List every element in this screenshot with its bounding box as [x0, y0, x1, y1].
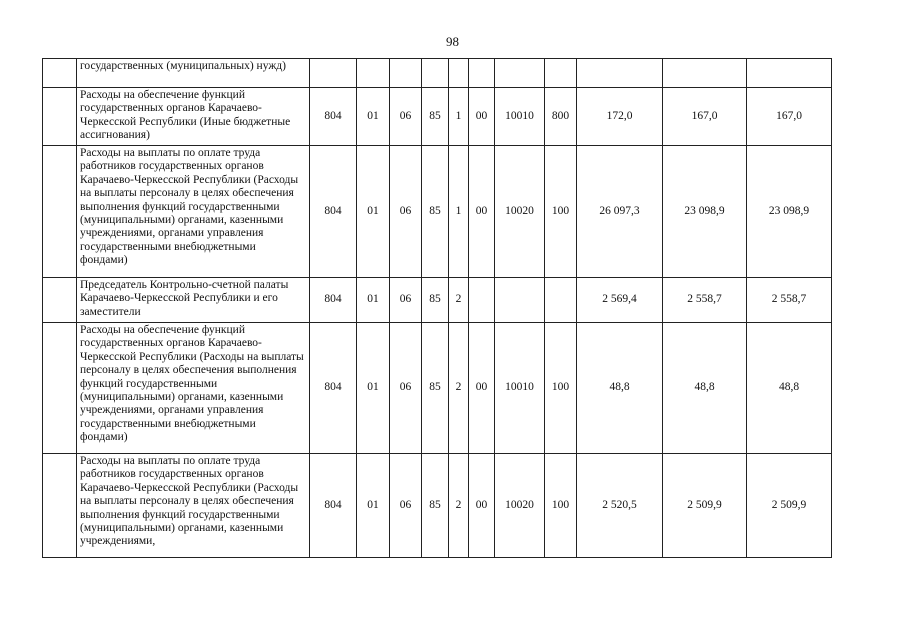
row-description: Расходы на обеспечение функций государственных органов Карачаево-Черкесской Республики (Расходы на выплаты персоналу в целях обеспечения выполнения функций государственными (муниципальными) органами, казенными учреждениями, органами управления государственными внебюджетными фондами) — [77, 323, 310, 454]
table-cell — [390, 59, 422, 88]
budget-table — [42, 58, 832, 558]
table-cell — [310, 59, 357, 88]
table-cell: 2 558,7 — [663, 278, 747, 323]
table-cell: 800 — [545, 88, 577, 146]
table-cell: 2 569,4 — [577, 278, 663, 323]
table-cell: 23 098,9 — [663, 146, 747, 278]
table-cell: 2 558,7 — [747, 278, 832, 323]
row-description: Расходы на выплаты по оплате труда работников государственных органов Карачаево-Черкесской Республики (Расходы на выплаты персоналу в целях обеспечения выполнения функций государственными (муниципальными) органами, казенными учреждениями, — [77, 454, 310, 558]
table-row — [43, 323, 832, 454]
table-cell: 2 509,9 — [663, 454, 747, 558]
table-cell: 100 — [545, 146, 577, 278]
table-cell — [663, 59, 747, 88]
table-cell: 01 — [357, 278, 390, 323]
table-cell: 85 — [422, 146, 449, 278]
table-cell: 06 — [390, 278, 422, 323]
table-cell: 23 098,9 — [747, 146, 832, 278]
table-row — [43, 278, 832, 323]
table-cell: 48,8 — [747, 323, 832, 454]
table-cell — [469, 59, 495, 88]
table-cell: 48,8 — [577, 323, 663, 454]
table-cell — [357, 59, 390, 88]
table-cell: 85 — [422, 323, 449, 454]
table-cell: 06 — [390, 88, 422, 146]
table-cell: 10020 — [495, 146, 545, 278]
table-cell: 01 — [357, 323, 390, 454]
table-cell: 100 — [545, 454, 577, 558]
row-description: государственных (муниципальных) нужд) — [77, 59, 310, 88]
row-index-cell — [43, 278, 77, 323]
table-cell: 804 — [310, 146, 357, 278]
table-cell: 00 — [469, 146, 495, 278]
table-cell: 01 — [357, 88, 390, 146]
table-cell: 06 — [390, 454, 422, 558]
table-row — [43, 88, 832, 146]
table-cell: 2 509,9 — [747, 454, 832, 558]
table-cell: 26 097,3 — [577, 146, 663, 278]
table-cell: 85 — [422, 278, 449, 323]
table-cell — [545, 278, 577, 323]
table-cell — [469, 278, 495, 323]
table-cell: 804 — [310, 88, 357, 146]
table-cell: 00 — [469, 323, 495, 454]
table-cell: 01 — [357, 454, 390, 558]
table-cell — [495, 278, 545, 323]
table-cell: 100 — [545, 323, 577, 454]
table-cell: 00 — [469, 454, 495, 558]
table-cell — [449, 59, 469, 88]
table-cell — [495, 59, 545, 88]
row-index-cell — [43, 454, 77, 558]
row-description: Расходы на выплаты по оплате труда работников государственных органов Карачаево-Черкесской Республики (Расходы на выплаты персоналу в целях обеспечения выполнения функций государственными (муниципальными) органами, казенными учреждениями, органами управления государственными внебюджетными фондами) — [77, 146, 310, 278]
table-cell: 85 — [422, 454, 449, 558]
table-cell: 172,0 — [577, 88, 663, 146]
table-cell: 10020 — [495, 454, 545, 558]
table-cell: 01 — [357, 146, 390, 278]
table-cell: 1 — [449, 88, 469, 146]
table-row — [43, 59, 832, 88]
row-index-cell — [43, 59, 77, 88]
row-index-cell — [43, 146, 77, 278]
table-cell: 1 — [449, 146, 469, 278]
table-cell: 804 — [310, 323, 357, 454]
table-cell: 48,8 — [663, 323, 747, 454]
table-cell: 00 — [469, 88, 495, 146]
table-cell — [545, 59, 577, 88]
table-cell: 2 — [449, 278, 469, 323]
table-cell: 06 — [390, 146, 422, 278]
table-cell: 85 — [422, 88, 449, 146]
table-cell: 06 — [390, 323, 422, 454]
table-cell: 10010 — [495, 88, 545, 146]
table-cell: 2 — [449, 454, 469, 558]
table-cell: 2 520,5 — [577, 454, 663, 558]
table-cell: 2 — [449, 323, 469, 454]
table-cell: 804 — [310, 454, 357, 558]
table-cell: 10010 — [495, 323, 545, 454]
table-row — [43, 146, 832, 278]
row-description: Председатель Контрольно-счетной палаты Карачаево-Черкесской Республики и его заместители — [77, 278, 310, 323]
table-cell: 167,0 — [663, 88, 747, 146]
table-row — [43, 454, 832, 558]
table-cell — [577, 59, 663, 88]
table-cell: 804 — [310, 278, 357, 323]
table-cell — [747, 59, 832, 88]
table-cell: 167,0 — [747, 88, 832, 146]
row-index-cell — [43, 323, 77, 454]
row-description: Расходы на обеспечение функций государственных органов Карачаево-Черкесской Республики (Иные бюджетные ассигнования) — [77, 88, 310, 146]
row-index-cell — [43, 88, 77, 146]
page-number: 98 — [446, 34, 459, 49]
table-cell — [422, 59, 449, 88]
